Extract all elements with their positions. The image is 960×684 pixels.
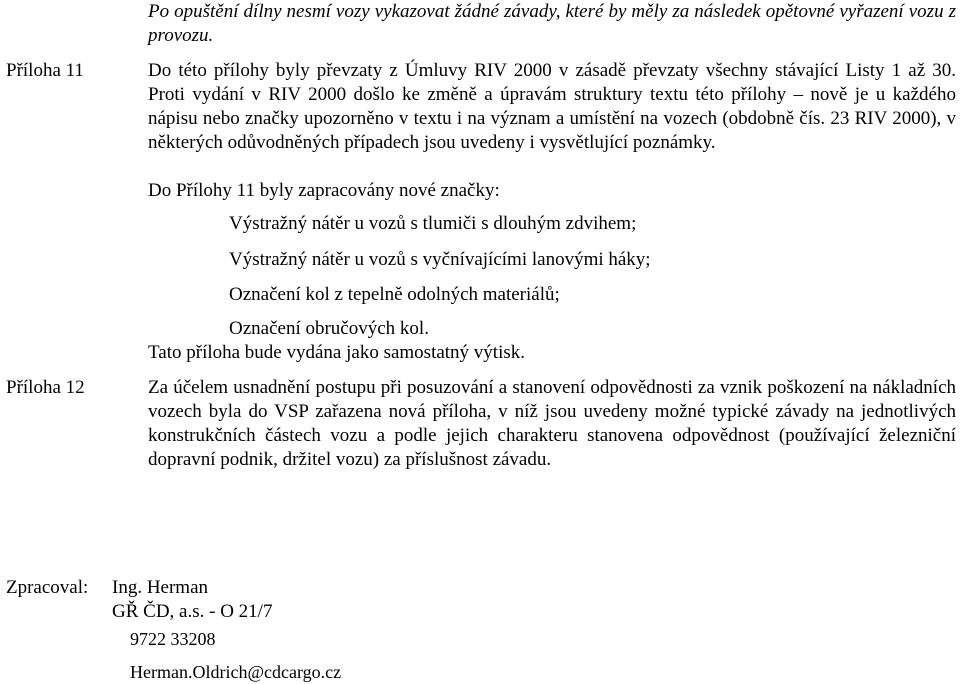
annex-11-closing: Tato příloha bude vydána jako samostatný výtisk. — [148, 342, 526, 363]
author-name: Ing. Herman — [112, 577, 209, 598]
annex-12-text: Za účelem usnadnění postupu při posuzování a stanovení odpovědnosti za vznik poškození na nákladních vozech byla do VSP zařazena nová příloha, v níž jsou uvedeny možné typické závady na jednotlivých konstrukčních částech vozu a podle jejich charakteru stanovena odpovědnost (používající železniční dopravní podnik, držitel vozu) za příslušnost závadu. — [148, 377, 956, 470]
intro-paragraph — [148, 0, 956, 48]
annex-11-paragraph — [148, 59, 956, 155]
new-mark-item: Označení kol z tepelně odolných materiálů; — [229, 284, 560, 305]
annex-11-label: Příloha 11 — [6, 60, 84, 81]
intro-text: Po opuštění dílny nesmí vozy vykazovat žádné závady, které by měly za následek opětovné vyřazení vozu z provozu. — [148, 1, 956, 46]
new-marks-intro: Do Přílohy 11 byly zapracovány nové značky: — [148, 180, 500, 201]
author-email: Herman.Oldrich@cdcargo.cz — [130, 662, 342, 682]
author-org: GŘ ČD, a.s. - O 21/7 — [112, 601, 273, 622]
new-mark-item: Výstražný nátěr u vozů s vyčnívajícími lanovými háky; — [229, 249, 651, 270]
author-phone: 9722 33208 — [130, 629, 216, 649]
prepared-by-label: Zpracoval: — [6, 577, 89, 598]
annex-12-label: Příloha 12 — [6, 377, 85, 398]
annex-11-text: Do této přílohy byly převzaty z Úmluvy RIV 2000 v zásadě převzaty všechny stávající Listy 1 až 30. Proti vydání v RIV 2000 došlo ke změně a úpravám struktury textu této přílohy – nově je u každého nápisu nebo značky upozorněno v textu i na význam a umístění na vozech (obdobně čís. 23 RIV 2000), v některých odůvodněných případech jsou uvedeny i vysvětlující poznámky. — [148, 60, 956, 153]
new-mark-item: Označení obručových kol. — [229, 318, 429, 339]
annex-12-paragraph — [148, 376, 956, 472]
new-mark-item: Výstražný nátěr u vozů s tlumiči s dlouhým zdvihem; — [229, 213, 637, 234]
